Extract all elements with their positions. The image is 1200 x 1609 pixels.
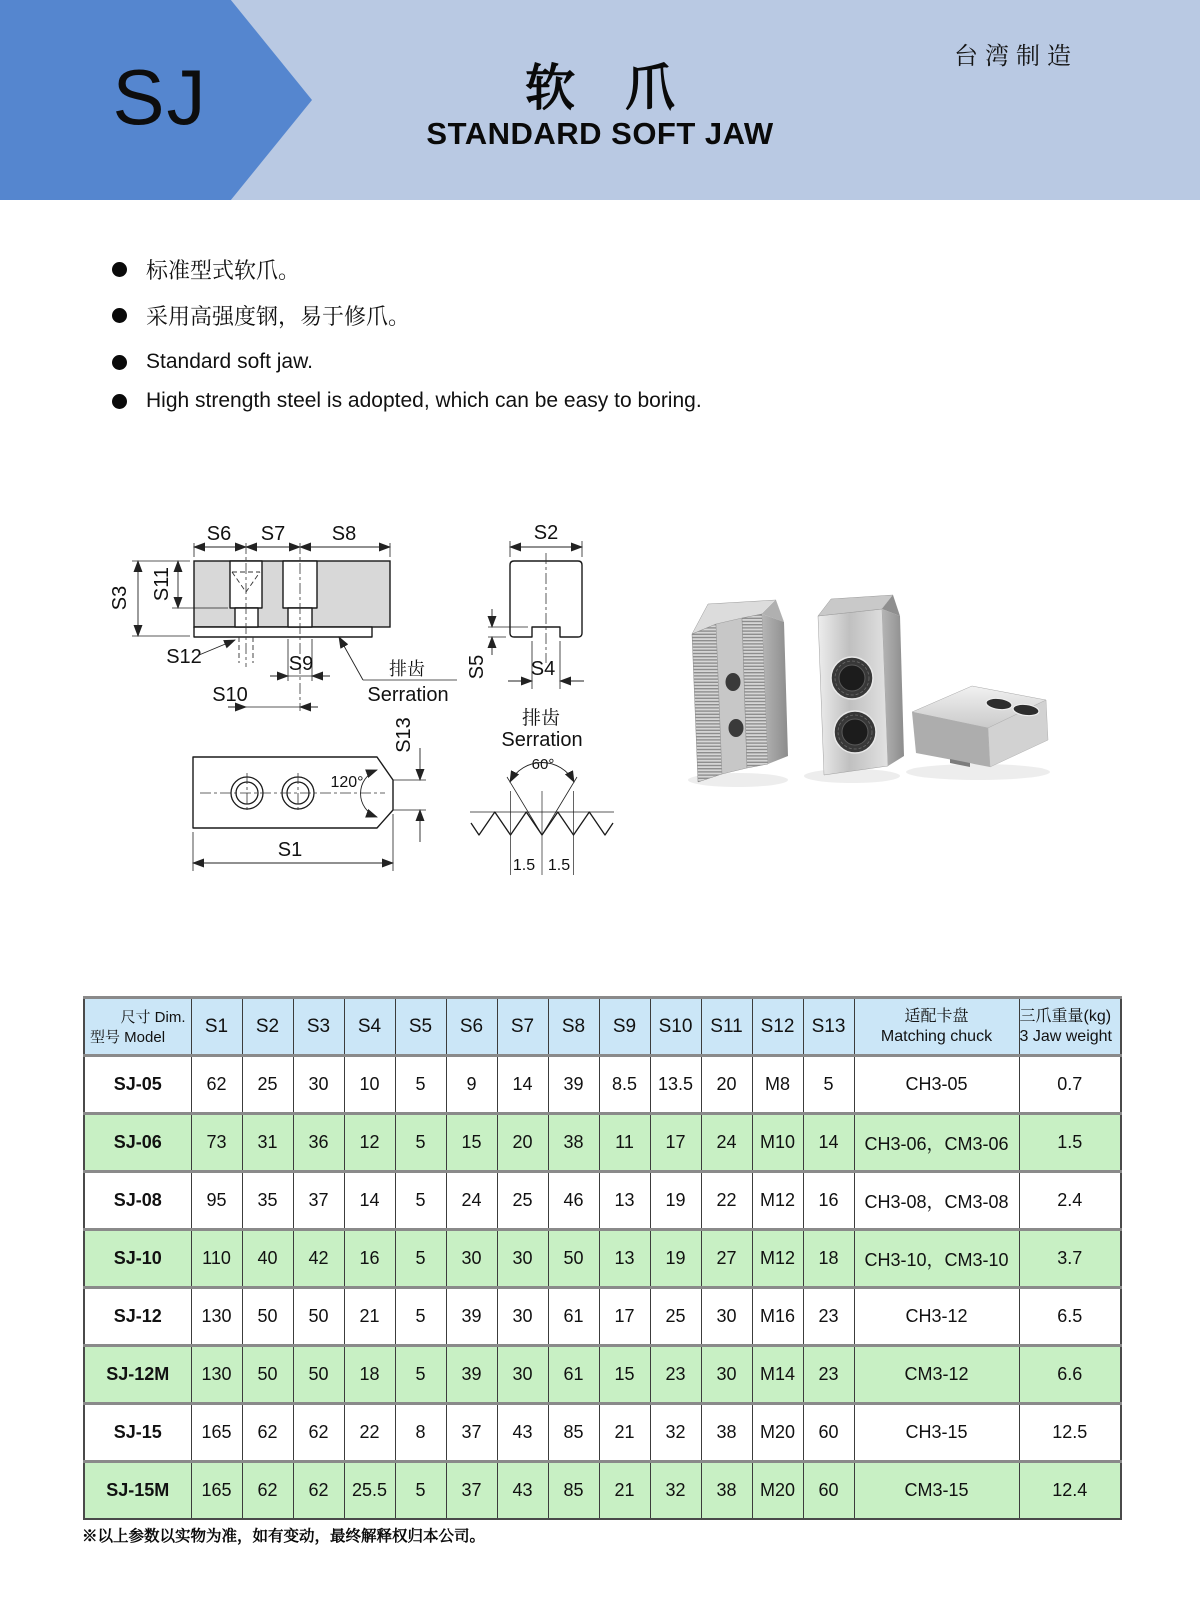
spec-table-body [84, 1056, 1121, 1520]
corner-model-label: 型号 Model [90, 1029, 166, 1046]
end-view-drawing [466, 522, 584, 689]
weight-cell: 0.7 [1019, 1056, 1121, 1114]
dim-cell: 50 [242, 1346, 293, 1404]
weight-header-zh: 三爪重量(kg) [1019, 1007, 1112, 1025]
dim-cell: 23 [803, 1346, 854, 1404]
model-cell: SJ-06 [84, 1114, 191, 1172]
dim-cell: 5 [395, 1346, 446, 1404]
dim-cell: 13 [599, 1230, 650, 1288]
serration-angle-label: 60° [531, 756, 555, 773]
serration-detail-zh: 排齿 [521, 708, 561, 729]
dim-cell: 25 [497, 1172, 548, 1230]
dim-cell: 19 [650, 1172, 701, 1230]
dim-cell: M12 [752, 1230, 803, 1288]
dim-column-header: S1 [191, 998, 242, 1056]
chuck-header-en: Matching chuck [880, 1027, 993, 1045]
dim-cell: 25 [650, 1288, 701, 1346]
spec-table [83, 996, 1122, 1520]
dim-cell: 5 [395, 1172, 446, 1230]
dim-cell: 22 [344, 1404, 395, 1462]
soft-jaw-photo-left [692, 600, 788, 782]
serration-callout-zh: 排齿 [389, 659, 425, 679]
dim-column-header: S12 [752, 998, 803, 1056]
dim-cell: 62 [242, 1462, 293, 1520]
dim-cell: 30 [701, 1346, 752, 1404]
plan-view-drawing [193, 717, 426, 871]
dim-label-s9: S9 [288, 653, 314, 675]
dim-cell: 10 [344, 1056, 395, 1114]
dim-cell: 37 [446, 1462, 497, 1520]
dim-column-header: S4 [344, 998, 395, 1056]
dim-cell: 15 [599, 1346, 650, 1404]
dim-cell: 13.5 [650, 1056, 701, 1114]
dim-cell: 17 [650, 1114, 701, 1172]
dim-cell: 130 [191, 1288, 242, 1346]
dim-cell: 25.5 [344, 1462, 395, 1520]
weight-cell: 6.5 [1019, 1288, 1121, 1346]
dim-column-header: S7 [497, 998, 548, 1056]
dim-cell: 50 [548, 1230, 599, 1288]
dim-cell: 62 [242, 1404, 293, 1462]
table-row [84, 1114, 1121, 1172]
dim-cell: M20 [752, 1462, 803, 1520]
dim-cell: 25 [242, 1056, 293, 1114]
dim-cell: 110 [191, 1230, 242, 1288]
dim-cell: 130 [191, 1346, 242, 1404]
weight-cell: 1.5 [1019, 1114, 1121, 1172]
dim-label-s1: S1 [277, 839, 303, 861]
dim-cell: 12 [344, 1114, 395, 1172]
dim-cell: 15 [446, 1114, 497, 1172]
dim-label-s11: S11 [151, 566, 173, 602]
model-cell: SJ-08 [84, 1172, 191, 1230]
dim-cell: 5 [803, 1056, 854, 1114]
dim-cell: 38 [548, 1114, 599, 1172]
dim-cell: 30 [497, 1288, 548, 1346]
technical-drawing [80, 485, 640, 885]
soft-jaw-photo-right [912, 686, 1048, 767]
dim-cell: 37 [293, 1172, 344, 1230]
feature-text: Standard soft jaw. [146, 350, 313, 373]
table-row [84, 1172, 1121, 1230]
dim-cell: 50 [242, 1288, 293, 1346]
dim-cell: 16 [803, 1172, 854, 1230]
bullet-icon [112, 308, 127, 323]
dim-cell: M12 [752, 1172, 803, 1230]
dim-cell: 39 [446, 1288, 497, 1346]
weight-cell: 2.4 [1019, 1172, 1121, 1230]
dim-cell: 18 [344, 1346, 395, 1404]
dim-cell: 8.5 [599, 1056, 650, 1114]
dim-label-s6: S6 [206, 523, 232, 545]
dim-cell: 5 [395, 1114, 446, 1172]
feature-list-en [112, 350, 702, 428]
page-title-en: STANDARD SOFT JAW [426, 116, 774, 151]
corner-dim-label: 尺寸 Dim. [120, 1009, 186, 1026]
dim-column-header: S13 [803, 998, 854, 1056]
table-row [84, 1346, 1121, 1404]
dim-cell: 31 [242, 1114, 293, 1172]
dim-cell: 62 [293, 1462, 344, 1520]
product-code: SJ [112, 53, 208, 141]
dim-cell: 23 [803, 1288, 854, 1346]
weight-header-en: 3 Jaw weight [1019, 1027, 1112, 1045]
model-cell: SJ-15M [84, 1462, 191, 1520]
chuck-header-zh: 适配卡盘 [904, 1007, 969, 1025]
bullet-icon [112, 394, 127, 409]
chuck-cell: CM3-15 [854, 1462, 1019, 1520]
feature-item [112, 350, 702, 374]
dim-cell: M16 [752, 1288, 803, 1346]
chuck-cell: CM3-12 [854, 1346, 1019, 1404]
side-view-drawing [109, 523, 457, 711]
dim-label-s3: S3 [109, 585, 131, 611]
page-title-zh: 软 爪 [525, 60, 675, 116]
dim-cell: 46 [548, 1172, 599, 1230]
dim-cell: 50 [293, 1288, 344, 1346]
dim-cell: 39 [446, 1346, 497, 1404]
dim-cell: 14 [344, 1172, 395, 1230]
dim-cell: 43 [497, 1462, 548, 1520]
dim-cell: 5 [395, 1230, 446, 1288]
chuck-header [854, 998, 1019, 1056]
feature-item [112, 389, 702, 413]
feature-list-zh [112, 254, 410, 346]
dim-cell: 32 [650, 1404, 701, 1462]
dim-cell: 27 [701, 1230, 752, 1288]
dim-cell: 21 [344, 1288, 395, 1346]
dim-cell: 35 [242, 1172, 293, 1230]
dim-cell: 30 [701, 1288, 752, 1346]
dim-column-header: S10 [650, 998, 701, 1056]
dim-cell: 39 [548, 1056, 599, 1114]
dim-cell: 19 [650, 1230, 701, 1288]
feature-item [112, 300, 410, 331]
dim-cell: 50 [293, 1346, 344, 1404]
dim-cell: 30 [497, 1346, 548, 1404]
weight-cell: 3.7 [1019, 1230, 1121, 1288]
chuck-cell: CH3-10，CM3-10 [854, 1230, 1019, 1288]
serration-plate [194, 627, 372, 637]
dim-column-header: S8 [548, 998, 599, 1056]
feature-text: 标准型式软爪。 [146, 258, 301, 283]
chuck-cell: CH3-05 [854, 1056, 1019, 1114]
dim-cell: 60 [803, 1404, 854, 1462]
weight-cell: 12.4 [1019, 1462, 1121, 1520]
dim-cell: 14 [803, 1114, 854, 1172]
chuck-cell: CH3-12 [854, 1288, 1019, 1346]
dim-cell: 73 [191, 1114, 242, 1172]
dim-cell: M20 [752, 1404, 803, 1462]
dim-cell: 60 [803, 1462, 854, 1520]
dim-cell: 21 [599, 1462, 650, 1520]
footnote: ※以上参数以实物为准，如有变动，最终解释权归本公司。 [82, 1528, 486, 1545]
bullet-icon [112, 355, 127, 370]
chuck-cell: CH3-06，CM3-06 [854, 1114, 1019, 1172]
chuck-cell: CH3-15 [854, 1404, 1019, 1462]
model-cell: SJ-05 [84, 1056, 191, 1114]
dim-cell: M10 [752, 1114, 803, 1172]
dim-cell: 165 [191, 1404, 242, 1462]
dim-label-s2: S2 [533, 522, 559, 544]
dim-cell: 38 [701, 1404, 752, 1462]
dim-column-header: S9 [599, 998, 650, 1056]
dim-cell: 85 [548, 1404, 599, 1462]
table-row [84, 1056, 1121, 1114]
dim-column-header: S6 [446, 998, 497, 1056]
table-row [84, 1230, 1121, 1288]
angle-120-label: 120° [330, 774, 364, 791]
dim-cell: 24 [701, 1114, 752, 1172]
dim-cell: 9 [446, 1056, 497, 1114]
dim-label-s7: S7 [260, 523, 286, 545]
dim-cell: 23 [650, 1346, 701, 1404]
dim-cell: 5 [395, 1056, 446, 1114]
feature-text: High strength steel is adopted, which can be easy to boring. [146, 389, 702, 412]
dim-cell: 14 [497, 1056, 548, 1114]
dim-cell: 43 [497, 1404, 548, 1462]
dim-column-header: S2 [242, 998, 293, 1056]
weight-cell: 12.5 [1019, 1404, 1121, 1462]
dim-cell: 5 [395, 1288, 446, 1346]
bolt-hole-left [235, 608, 258, 627]
dim-cell: 62 [191, 1056, 242, 1114]
table-row [84, 1288, 1121, 1346]
dim-cell: 16 [344, 1230, 395, 1288]
model-cell: SJ-15 [84, 1404, 191, 1462]
dim-cell: 30 [497, 1230, 548, 1288]
dim-column-header: S11 [701, 998, 752, 1056]
dim-cell: 20 [701, 1056, 752, 1114]
dim-cell: 30 [293, 1056, 344, 1114]
soft-jaw-photo-middle [818, 595, 904, 775]
dim-cell: 32 [650, 1462, 701, 1520]
weight-header [1019, 998, 1121, 1056]
table-row [84, 1462, 1121, 1520]
pitch-label-left: 1.5 [512, 857, 536, 874]
dim-cell: 18 [803, 1230, 854, 1288]
dim-cell: 36 [293, 1114, 344, 1172]
dim-label-s4: S4 [530, 658, 556, 680]
dim-column-header: S5 [395, 998, 446, 1056]
jaw-plan-outline [193, 757, 393, 828]
dim-label-s5: S5 [466, 654, 488, 680]
dim-cell: 11 [599, 1114, 650, 1172]
dim-label-s13: S13 [393, 717, 415, 753]
dim-cell: 20 [497, 1114, 548, 1172]
pitch-label-right: 1.5 [547, 857, 571, 874]
dim-cell: 37 [446, 1404, 497, 1462]
dim-cell: 61 [548, 1288, 599, 1346]
dim-cell: 165 [191, 1462, 242, 1520]
dim-cell: 95 [191, 1172, 242, 1230]
serration-callout-en: Serration [367, 684, 449, 706]
dim-cell: 8 [395, 1404, 446, 1462]
dim-label-s8: S8 [331, 523, 357, 545]
bullet-icon [112, 262, 127, 277]
serration-detail-en: Serration [501, 729, 583, 751]
dim-cell: 40 [242, 1230, 293, 1288]
dim-cell: 24 [446, 1172, 497, 1230]
dim-cell: 42 [293, 1230, 344, 1288]
feature-text: 采用高强度钢，易于修爪。 [146, 304, 411, 329]
dim-label-s10: S10 [212, 684, 248, 706]
dim-cell: 22 [701, 1172, 752, 1230]
dim-cell: 17 [599, 1288, 650, 1346]
dim-cell: M8 [752, 1056, 803, 1114]
dim-cell: 85 [548, 1462, 599, 1520]
dim-cell: 38 [701, 1462, 752, 1520]
feature-item [112, 254, 410, 285]
weight-cell: 6.6 [1019, 1346, 1121, 1404]
model-cell: SJ-10 [84, 1230, 191, 1288]
dim-cell: 13 [599, 1172, 650, 1230]
dim-cell: 61 [548, 1346, 599, 1404]
origin-label: 台湾制造 [954, 43, 1078, 70]
serration-detail-drawing [470, 707, 614, 875]
corner-header-cell [84, 998, 191, 1056]
dim-cell: 30 [446, 1230, 497, 1288]
dim-cell: 21 [599, 1404, 650, 1462]
dim-label-s12: S12 [166, 646, 202, 668]
chuck-cell: CH3-08，CM3-08 [854, 1172, 1019, 1230]
model-cell: SJ-12 [84, 1288, 191, 1346]
product-photo [650, 560, 1120, 850]
table-header-row [84, 998, 1121, 1056]
dim-cell: 5 [395, 1462, 446, 1520]
dim-cell: M14 [752, 1346, 803, 1404]
table-row [84, 1404, 1121, 1462]
dim-column-header: S3 [293, 998, 344, 1056]
model-cell: SJ-12M [84, 1346, 191, 1404]
dim-cell: 62 [293, 1404, 344, 1462]
